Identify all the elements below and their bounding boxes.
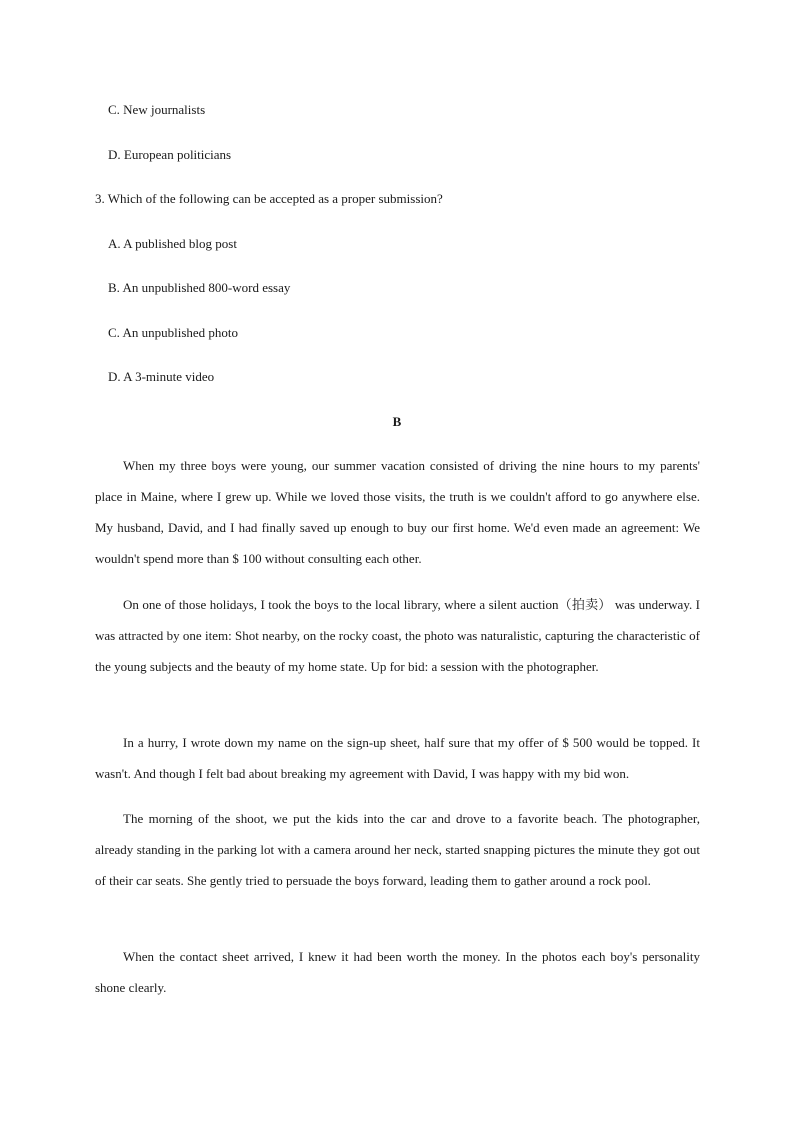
q2-option-c: C. New journalists xyxy=(108,102,206,117)
q3-option-a: A. A published blog post xyxy=(108,236,237,251)
q3-option-b: B. An unpublished 800-word essay xyxy=(108,280,291,295)
q2-option-d: D. European politicians xyxy=(108,147,232,162)
passage-paragraph-5: When the contact sheet arrived, I knew it had been worth the money. In the photos each boy's personality shone clearly. xyxy=(95,949,700,995)
passage-paragraph-2: On one of those holidays, I took the boys to the local library, where a silent auction（拍卖） was underway. I was attracted by one item: Shot nearby, on the rocky coast, the photo was naturalistic, capturing the characteristic of the young subjects and the beauty of my home state. Up for bid: a session with the photographer. xyxy=(95,597,700,674)
q3-option-c: C. An unpublished photo xyxy=(108,325,239,340)
passage-paragraph-1: When my three boys were young, our summer vacation consisted of driving the nine hours to my parents' place in Maine, where I grew up. While we loved those visits, the truth is we couldn't afford to go anywhere else. My husband, David, and I had finally saved up enough to buy our first home. We'd even made an agreement: We wouldn't spend more than $ 100 without consulting each other. xyxy=(95,458,700,566)
q3-option-d: D. A 3-minute video xyxy=(108,369,215,384)
section-heading: B xyxy=(392,414,402,429)
passage-paragraph-3: In a hurry, I wrote down my name on the sign-up sheet, half sure that my offer of $ 500 would be topped. It wasn't. And though I felt bad about breaking my agreement with David, I was happy with my bid won. xyxy=(95,735,700,781)
passage-paragraph-4: The morning of the shoot, we put the kids into the car and drove to a favorite beach. The photographer, already standing in the parking lot with a camera around her neck, started snapping pictures the minute they got out of their car seats. She gently tried to persuade the boys forward, leading them to gather around a rock pool. xyxy=(95,811,700,888)
q3-stem: 3. Which of the following can be accepted as a proper submission? xyxy=(95,191,443,206)
